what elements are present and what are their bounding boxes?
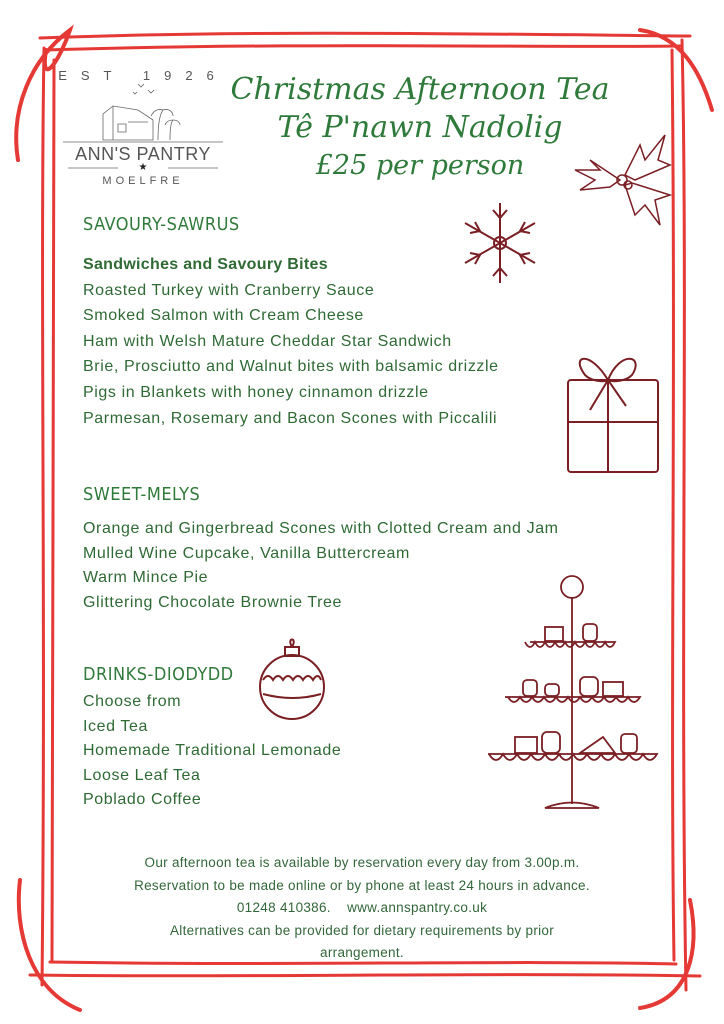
footer-info	[60, 852, 664, 965]
menu-item: Loose Leaf Tea	[83, 766, 201, 784]
drinks-list	[83, 690, 341, 813]
phone-number[interactable]: 01248 410386.	[236, 900, 331, 915]
savoury-list	[83, 252, 499, 431]
website-link[interactable]: www.annspantry.co.uk	[347, 900, 488, 915]
sweet-heading: SWEET-MELYS	[83, 484, 201, 505]
footer-availability: Our afternoon tea is available by reservation every day from 3.00p.m.	[144, 855, 580, 870]
menu-item: Orange and Gingerbread Scones with Clotted Cream and Jam	[83, 520, 559, 537]
menu-item: Warm Mince Pie	[83, 569, 209, 586]
menu-item: Choose from	[83, 693, 182, 710]
footer-contact	[60, 897, 664, 920]
title-english: Christmas Afternoon Tea	[230, 72, 610, 107]
logo-name: ANN'S PANTRY	[75, 144, 211, 164]
cake-stand-icon	[485, 572, 660, 817]
footer-dietary-cont: arrangement.	[320, 945, 404, 960]
footer-dietary: Alternatives can be provided for dietary requirements by prior	[169, 922, 555, 938]
title-welsh: Tê P'nawn Nadolig	[277, 110, 563, 145]
menu-item: Smoked Salmon with Cream Cheese	[83, 307, 364, 325]
menu-item: Roasted Turkey with Cranberry Sauce	[83, 281, 375, 299]
star-icon: ★	[138, 162, 148, 173]
menu-item: Parmesan, Rosemary and Bacon Scones with Piccalili	[83, 409, 498, 427]
menu-item: Ham with Welsh Mature Cheddar Star Sandwich	[83, 332, 452, 350]
holly-icon	[570, 125, 675, 230]
footer-reservation: Reservation to be made online or by phone at least 24 hours in advance.	[134, 877, 590, 893]
savoury-heading: SAVOURY-SAWRUS	[83, 214, 240, 235]
menu-item: Mulled Wine Cupcake, Vanilla Buttercream	[83, 544, 410, 562]
logo-location: MOELFRE	[102, 175, 184, 187]
logo-est: EST 1926	[58, 68, 228, 83]
menu-item: Iced Tea	[83, 717, 148, 735]
gift-icon	[560, 340, 665, 480]
price: £25 per person	[315, 150, 525, 181]
menu-item: Glittering Chocolate Brownie Tree	[83, 593, 343, 611]
menu-item: Homemade Traditional Lemonade	[83, 742, 342, 759]
menu-item: Poblado Coffee	[83, 791, 202, 808]
menu-item: Brie, Prosciutto and Walnut bites with balsamic drizzle	[83, 358, 499, 376]
savoury-subheading: Sandwiches and Savoury Bites	[83, 256, 328, 273]
logo	[58, 62, 228, 192]
drinks-heading: DRINKS-DIODYDD	[83, 664, 234, 685]
menu-item: Pigs in Blankets with honey cinnamon drizzle	[83, 383, 429, 401]
